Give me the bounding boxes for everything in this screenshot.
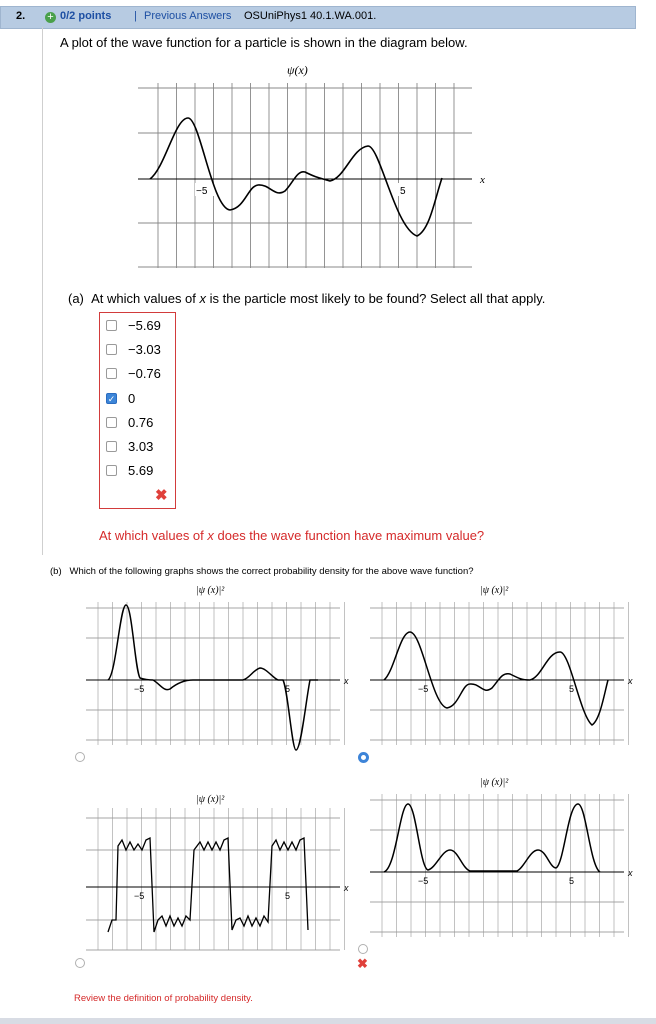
checkbox[interactable] [106,417,117,428]
plot-grid [138,83,472,268]
answer-option-label: 0.76 [128,414,154,430]
incorrect-x-icon-b: ✖ [357,956,368,971]
left-divider [42,27,43,555]
points-link[interactable]: 0/2 points [60,10,112,22]
part-b-question: (b) Which of the following graphs shows the correct probability density for the above wave function? [50,566,474,577]
svg-text:−5: −5 [134,891,145,901]
svg-text:5: 5 [285,684,291,694]
plot-tick-5: 5 [400,186,406,197]
graph-option-2[interactable] [362,580,652,760]
answer-option-label: −5.69 [128,318,161,333]
svg-text:−5: −5 [418,876,429,886]
previous-answers-link[interactable]: Previous Answers [144,10,232,22]
plot-ylabel: ψ(x) [287,63,308,77]
incorrect-x-icon: ✖ [155,487,168,504]
question-number: 2. [16,10,26,22]
svg-text:x: x [344,883,349,893]
plot-tick-minus5: −5 [196,186,208,197]
plot-xlabel: x [480,174,485,186]
checkbox[interactable] [106,441,117,452]
graph-option-4[interactable] [362,772,652,952]
svg-text:|ψ (x)|²: |ψ (x)|² [480,777,509,788]
graph-option-2-radio[interactable] [358,752,369,763]
problem-code: OSUniPhys1 40.1.WA.001. [244,10,377,22]
answer-option-label: −0.76 [128,366,161,382]
svg-text:x: x [628,868,633,878]
checkbox[interactable] [106,368,117,379]
svg-text:|ψ (x)|²: |ψ (x)|² [196,794,225,805]
svg-text:x: x [344,676,349,686]
expand-plus-icon[interactable]: + [45,12,56,23]
part-b-hint: Review the definition of probability density. [74,993,253,1004]
checkbox[interactable] [106,465,117,476]
part-a-question: (a) At which values of x is the particle most likely to be found? Select all that apply. [68,291,546,306]
question-intro: A plot of the wave function for a particle is shown in the diagram below. [60,35,468,50]
graph-option-4-radio[interactable] [358,944,368,954]
answer-option-label: 0 [128,390,136,406]
svg-text:5: 5 [569,876,575,886]
svg-text:5: 5 [285,891,291,901]
checkbox[interactable] [106,344,117,355]
svg-text:−5: −5 [418,684,429,694]
svg-text:|ψ (x)|²: |ψ (x)|² [196,585,225,596]
checkbox-checked[interactable]: ✓ [107,393,116,404]
graph-option-1-radio[interactable] [75,752,85,762]
svg-text:−5: −5 [134,684,145,694]
wave-function-plot [130,58,500,273]
graph-option-3[interactable] [78,780,358,960]
question-header [0,6,636,29]
bottom-bar [0,1018,656,1024]
header-separator: | [134,10,137,22]
checkbox[interactable] [106,320,117,331]
graph-option-3-radio[interactable] [75,958,85,968]
svg-text:|ψ (x)|²: |ψ (x)|² [480,585,509,596]
part-a-hint: At which values of x does the wave function have maximum value? [99,528,485,543]
graph-option-1[interactable] [78,580,358,760]
svg-text:x: x [628,676,633,686]
answer-option-label: −3.03 [128,342,161,358]
svg-text:5: 5 [569,684,575,694]
answer-option-label: 5.69 [128,463,154,479]
answer-option-label: 3.03 [128,439,154,454]
